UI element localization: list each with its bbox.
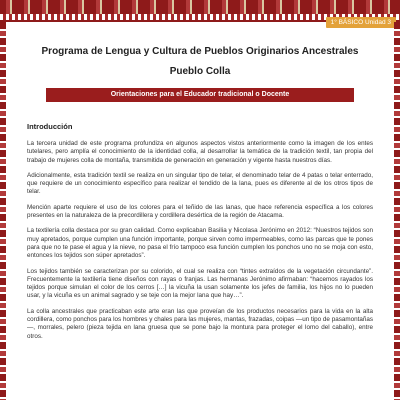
town-title: Pueblo Colla	[169, 66, 231, 77]
paragraph: Adicionalmente, esta tradición textil se realiza en un singular tipo de telar, el denominado telar de 4 patas o telar enterrado, que requiere de un conocimiento específico para realizar el tendido de la lana, pues es diferente al de los otros tipos de telar.	[27, 171, 373, 196]
paragraph: La tercera unidad de este programa profundiza en algunos aspectos vistos anteriormente como la imagen de los entes tutelares, pero amplía el conocimiento de la identidad colla, al desarrollar la temática de la tradición textil, tan propia del trabajo de mujeres colla de montaña, transmitida de generación en generación y vigente hasta nuestros días.	[27, 140, 373, 164]
decorative-right-border	[394, 22, 400, 400]
body-text	[27, 140, 373, 348]
section-header-bar	[46, 88, 354, 102]
grade-unit-badge: 1° BÁSICO Unidad 3	[326, 17, 396, 28]
paragraph: La colla ancestrales que practicaban este arte eran las que proveían de los productos necesarios para la vida en la alta cordillera, como ponchos para los hombres y chales para las mujeres, mantas, frazadas, coipas —un tipo de pasamontañas—, morrales, pelero (pieza tejida en lana gruesa que se pone bajo la montura para proteger el lomo del caballo), entre otros.	[27, 307, 373, 340]
decorative-top-border	[0, 0, 400, 14]
program-title: Programa de Lengua y Cultura de Pueblos Originarios Ancestrales	[41, 46, 359, 57]
paragraph: Mención aparte requiere el uso de los colores para el teñido de las lanas, que hace referencia específica a los colores presentes en la naturaleza de la precordillera y cordillera desértica de la región de Atacama.	[27, 203, 373, 220]
section-header-label: Orientaciones para el Educador tradicional o Docente	[110, 91, 290, 98]
decorative-left-border	[0, 22, 6, 400]
paragraph: Los tejidos también se caracterizan por su colorido, el cual se realiza con “tintes extraídos de la vegetación circundante”. Frecuentemente la textilería tiene diseños con rayas o franjas. Las hermanas Jerónimo afirmaban: “hacemos rayados los tejidos porque simulan el color de los cerros […] la vicuña la usan solamente los jefes de familia, los hijos no lo pueden usar, y la vicuña es un animal sagrado y se teje con la mejor lana que hay…”.	[27, 267, 373, 300]
paragraph: La textilería colla destaca por su gran calidad. Como explicaban Basilia y Nicolasa Jerónimo en 2012: “Nuestros tejidos son muy apretados, porque cumplen una función importante, porque sirven como impermeables, como las parcas que te pones para que no te pase el agua y la nieve, no pasa el frío tampoco esa función cumplen los ponchos uno no se moja con esto, entonces los tejidos son súper apretados”.	[27, 227, 373, 260]
intro-heading: Introducción	[27, 122, 73, 131]
